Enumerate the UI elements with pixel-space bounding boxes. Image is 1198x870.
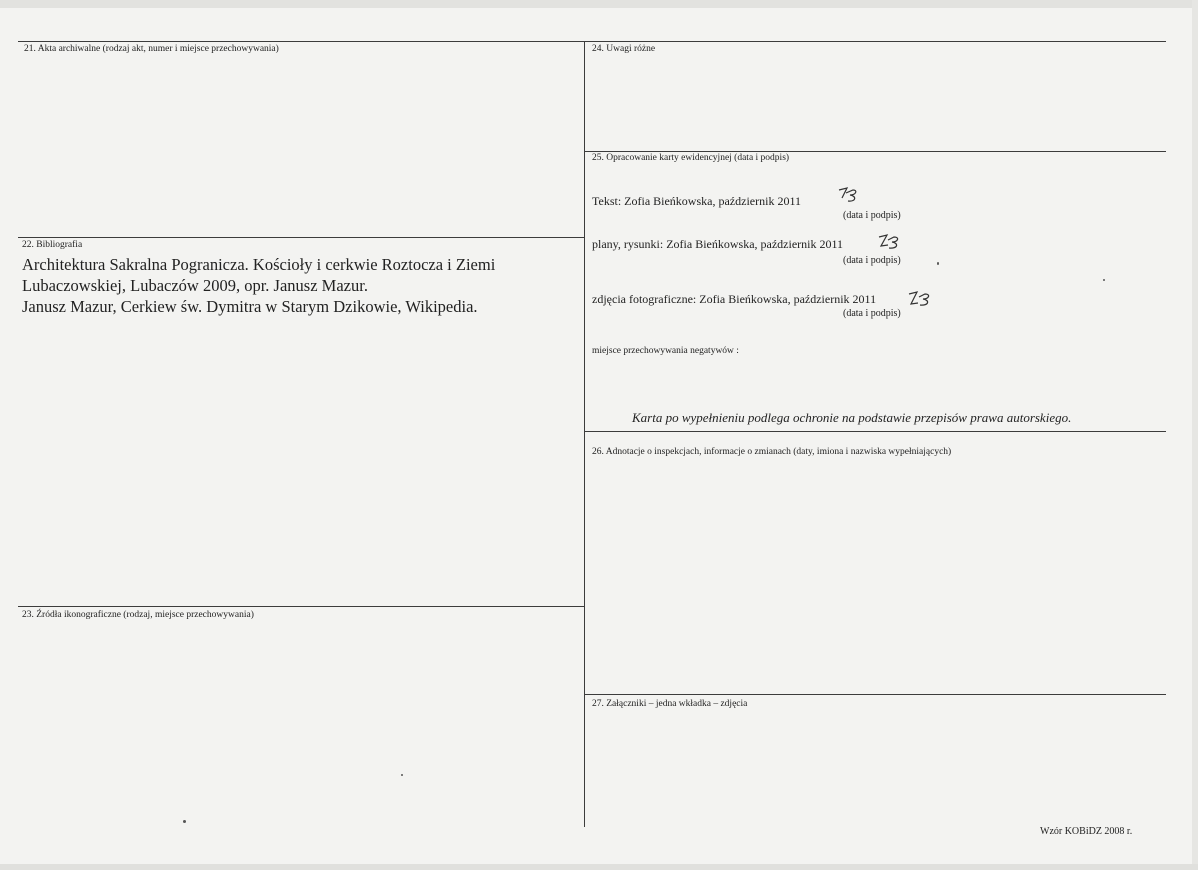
section-23-label: 23. Źródła ikonograficzne (rodzaj, miejsce przechowywania) [22, 610, 254, 620]
date-signature-caption: (data i podpis) [843, 308, 901, 319]
photographs-line: zdjęcia fotograficzne: Zofia Bieńkowska, październik 2011 [592, 292, 877, 306]
rule-top-right [584, 41, 1166, 42]
author-text-line: Tekst: Zofia Bieńkowska, październik 2011 [592, 194, 801, 208]
section-22-label: 22. Bibliografia [22, 240, 83, 250]
scan-speck [1103, 279, 1105, 281]
bibliography-line: Janusz Mazur, Cerkiew św. Dymitra w Starym Dzikowie, Wikipedia. [22, 297, 478, 316]
copyright-note: Karta po wypełnieniu podlega ochronie na podstawie przepisów prawa autorskiego. [632, 410, 1072, 425]
bibliography-line: Lubaczowskiej, Lubaczów 2009, opr. Janusz Mazur. [22, 276, 368, 295]
rule-top-left [18, 41, 584, 42]
rule-25 [584, 151, 1166, 152]
initials-signature [836, 184, 862, 206]
scan-speck [401, 774, 403, 776]
bibliography-text [22, 254, 495, 317]
date-signature-caption: (data i podpis) [843, 255, 901, 266]
section-21-label: 21. Akta archiwalne (rodzaj akt, numer i miejsce przechowywania) [24, 44, 279, 54]
section-25-label: 25. Opracowanie karty ewidencyjnej (data i podpis) [592, 153, 790, 163]
rule-27 [584, 694, 1166, 695]
bibliography-line: Architektura Sakralna Pogranicza. Kościoły i cerkwie Roztocza i Ziemi [22, 255, 496, 274]
scan-speck [937, 262, 939, 265]
scan-speck [183, 820, 186, 823]
rule-22 [18, 237, 584, 238]
initials-signature [876, 230, 904, 252]
rule-23 [18, 606, 584, 607]
section-27-label: 27. Załączniki – jedna wkładka – zdjęcia [592, 699, 748, 709]
initials-signature [906, 288, 934, 310]
section-26-label: 26. Adnotacje o inspekcjach, informacje o zmianach (daty, imiona i nazwiska wypełniających) [592, 447, 952, 457]
date-signature-caption: (data i podpis) [843, 210, 901, 221]
section-24-label: 24. Uwagi różne [592, 44, 656, 54]
column-divider [584, 41, 585, 827]
negatives-location-label: miejsce przechowywania negatywów : [592, 346, 739, 356]
plans-drawings-line: plany, rysunki: Zofia Bieńkowska, październik 2011 [592, 237, 844, 251]
form-version-footer: Wzór KOBiDZ 2008 r. [1040, 826, 1133, 837]
rule-26 [584, 431, 1166, 432]
